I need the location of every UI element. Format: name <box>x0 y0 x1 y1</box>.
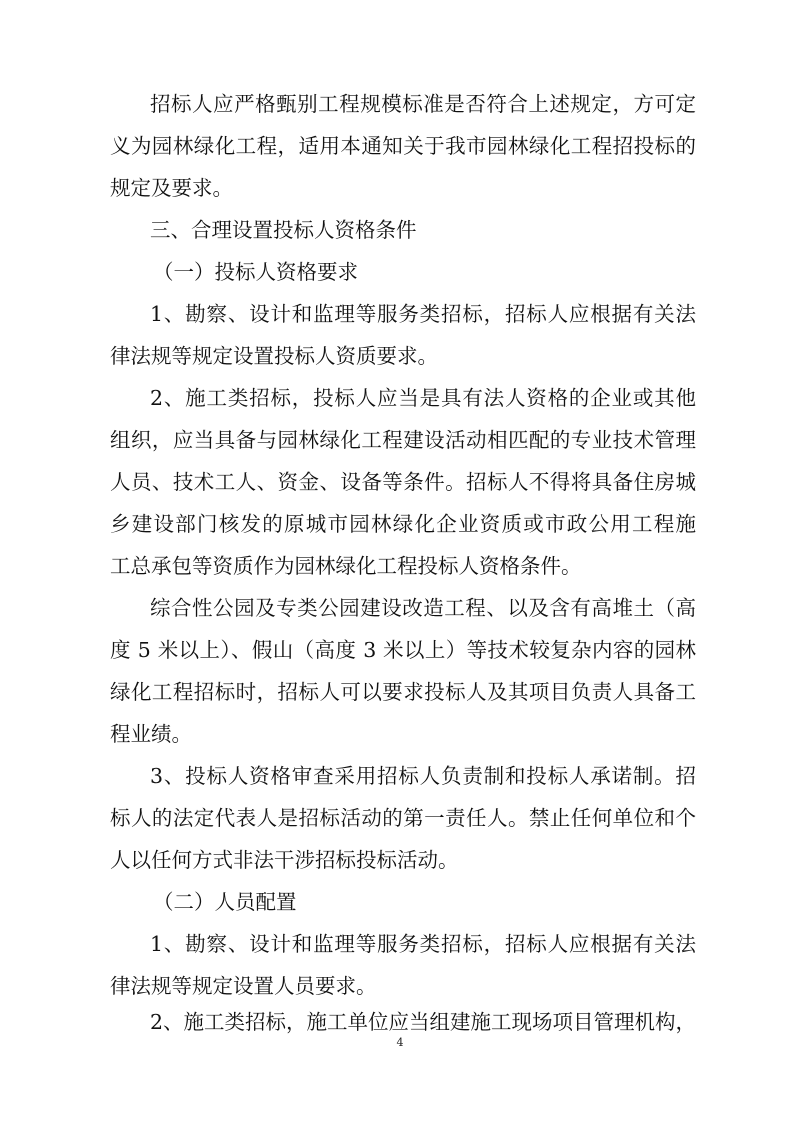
paragraph-line: 综合性公园及专类公园建设改造工程、以及含有高堆土（高 <box>150 596 696 620</box>
paragraph-line: 度 5 米以上）、假山（高度 3 米以上）等技术较复杂内容的园林 <box>110 638 696 662</box>
paragraph-line: 乡建设部门核发的原城市园林绿化企业资质或市政公用工程施 <box>110 512 696 536</box>
paragraph-line: 组织，应当具备与园林绿化工程建设活动相匹配的专业技术管理 <box>110 428 696 452</box>
paragraph-line: 2、施工类招标，投标人应当是具有法人资格的企业或其他 <box>150 386 696 410</box>
paragraph-line: 1、勘察、设计和监理等服务类招标，招标人应根据有关法 <box>150 302 696 326</box>
paragraph-line: 工总承包等资质作为园林绿化工程投标人资格条件。 <box>110 554 582 578</box>
paragraph-line: 人员、技术工人、资金、设备等条件。招标人不得将具备住房城 <box>110 470 696 494</box>
paragraph-line: 程业绩。 <box>110 722 192 746</box>
paragraph-line: 规定及要求。 <box>110 176 233 200</box>
paragraph-line: 2、施工类招标，施工单位应当组建施工现场项目管理机构， <box>150 1010 697 1034</box>
paragraph-line: 标人的法定代表人是招标活动的第一责任人。禁止任何单位和个 <box>110 806 696 830</box>
paragraph-line: 律法规等规定设置投标人资质要求。 <box>110 344 438 368</box>
paragraph-line: 1、勘察、设计和监理等服务类招标，招标人应根据有关法 <box>150 932 696 956</box>
paragraph-line: 招标人应严格甄别工程规模标准是否符合上述规定，方可定 <box>150 92 696 116</box>
section-heading: 三、合理设置投标人资格条件 <box>150 218 417 242</box>
paragraph-line: 绿化工程招标时，招标人可以要求投标人及其项目负责人具备工 <box>110 680 696 704</box>
paragraph-line: 3、投标人资格审查采用招标人负责制和投标人承诺制。招 <box>150 764 696 788</box>
sub-heading: （一）投标人资格要求 <box>153 260 358 284</box>
paragraph-line: 人以任何方式非法干涉招标投标活动。 <box>110 848 459 872</box>
sub-heading: （二）人员配置 <box>153 890 297 914</box>
paragraph-line: 律法规等规定设置人员要求。 <box>110 974 377 998</box>
paragraph-line: 义为园林绿化工程，适用本通知关于我市园林绿化工程招投标的 <box>110 134 696 158</box>
page-number: 4 <box>396 1036 404 1049</box>
